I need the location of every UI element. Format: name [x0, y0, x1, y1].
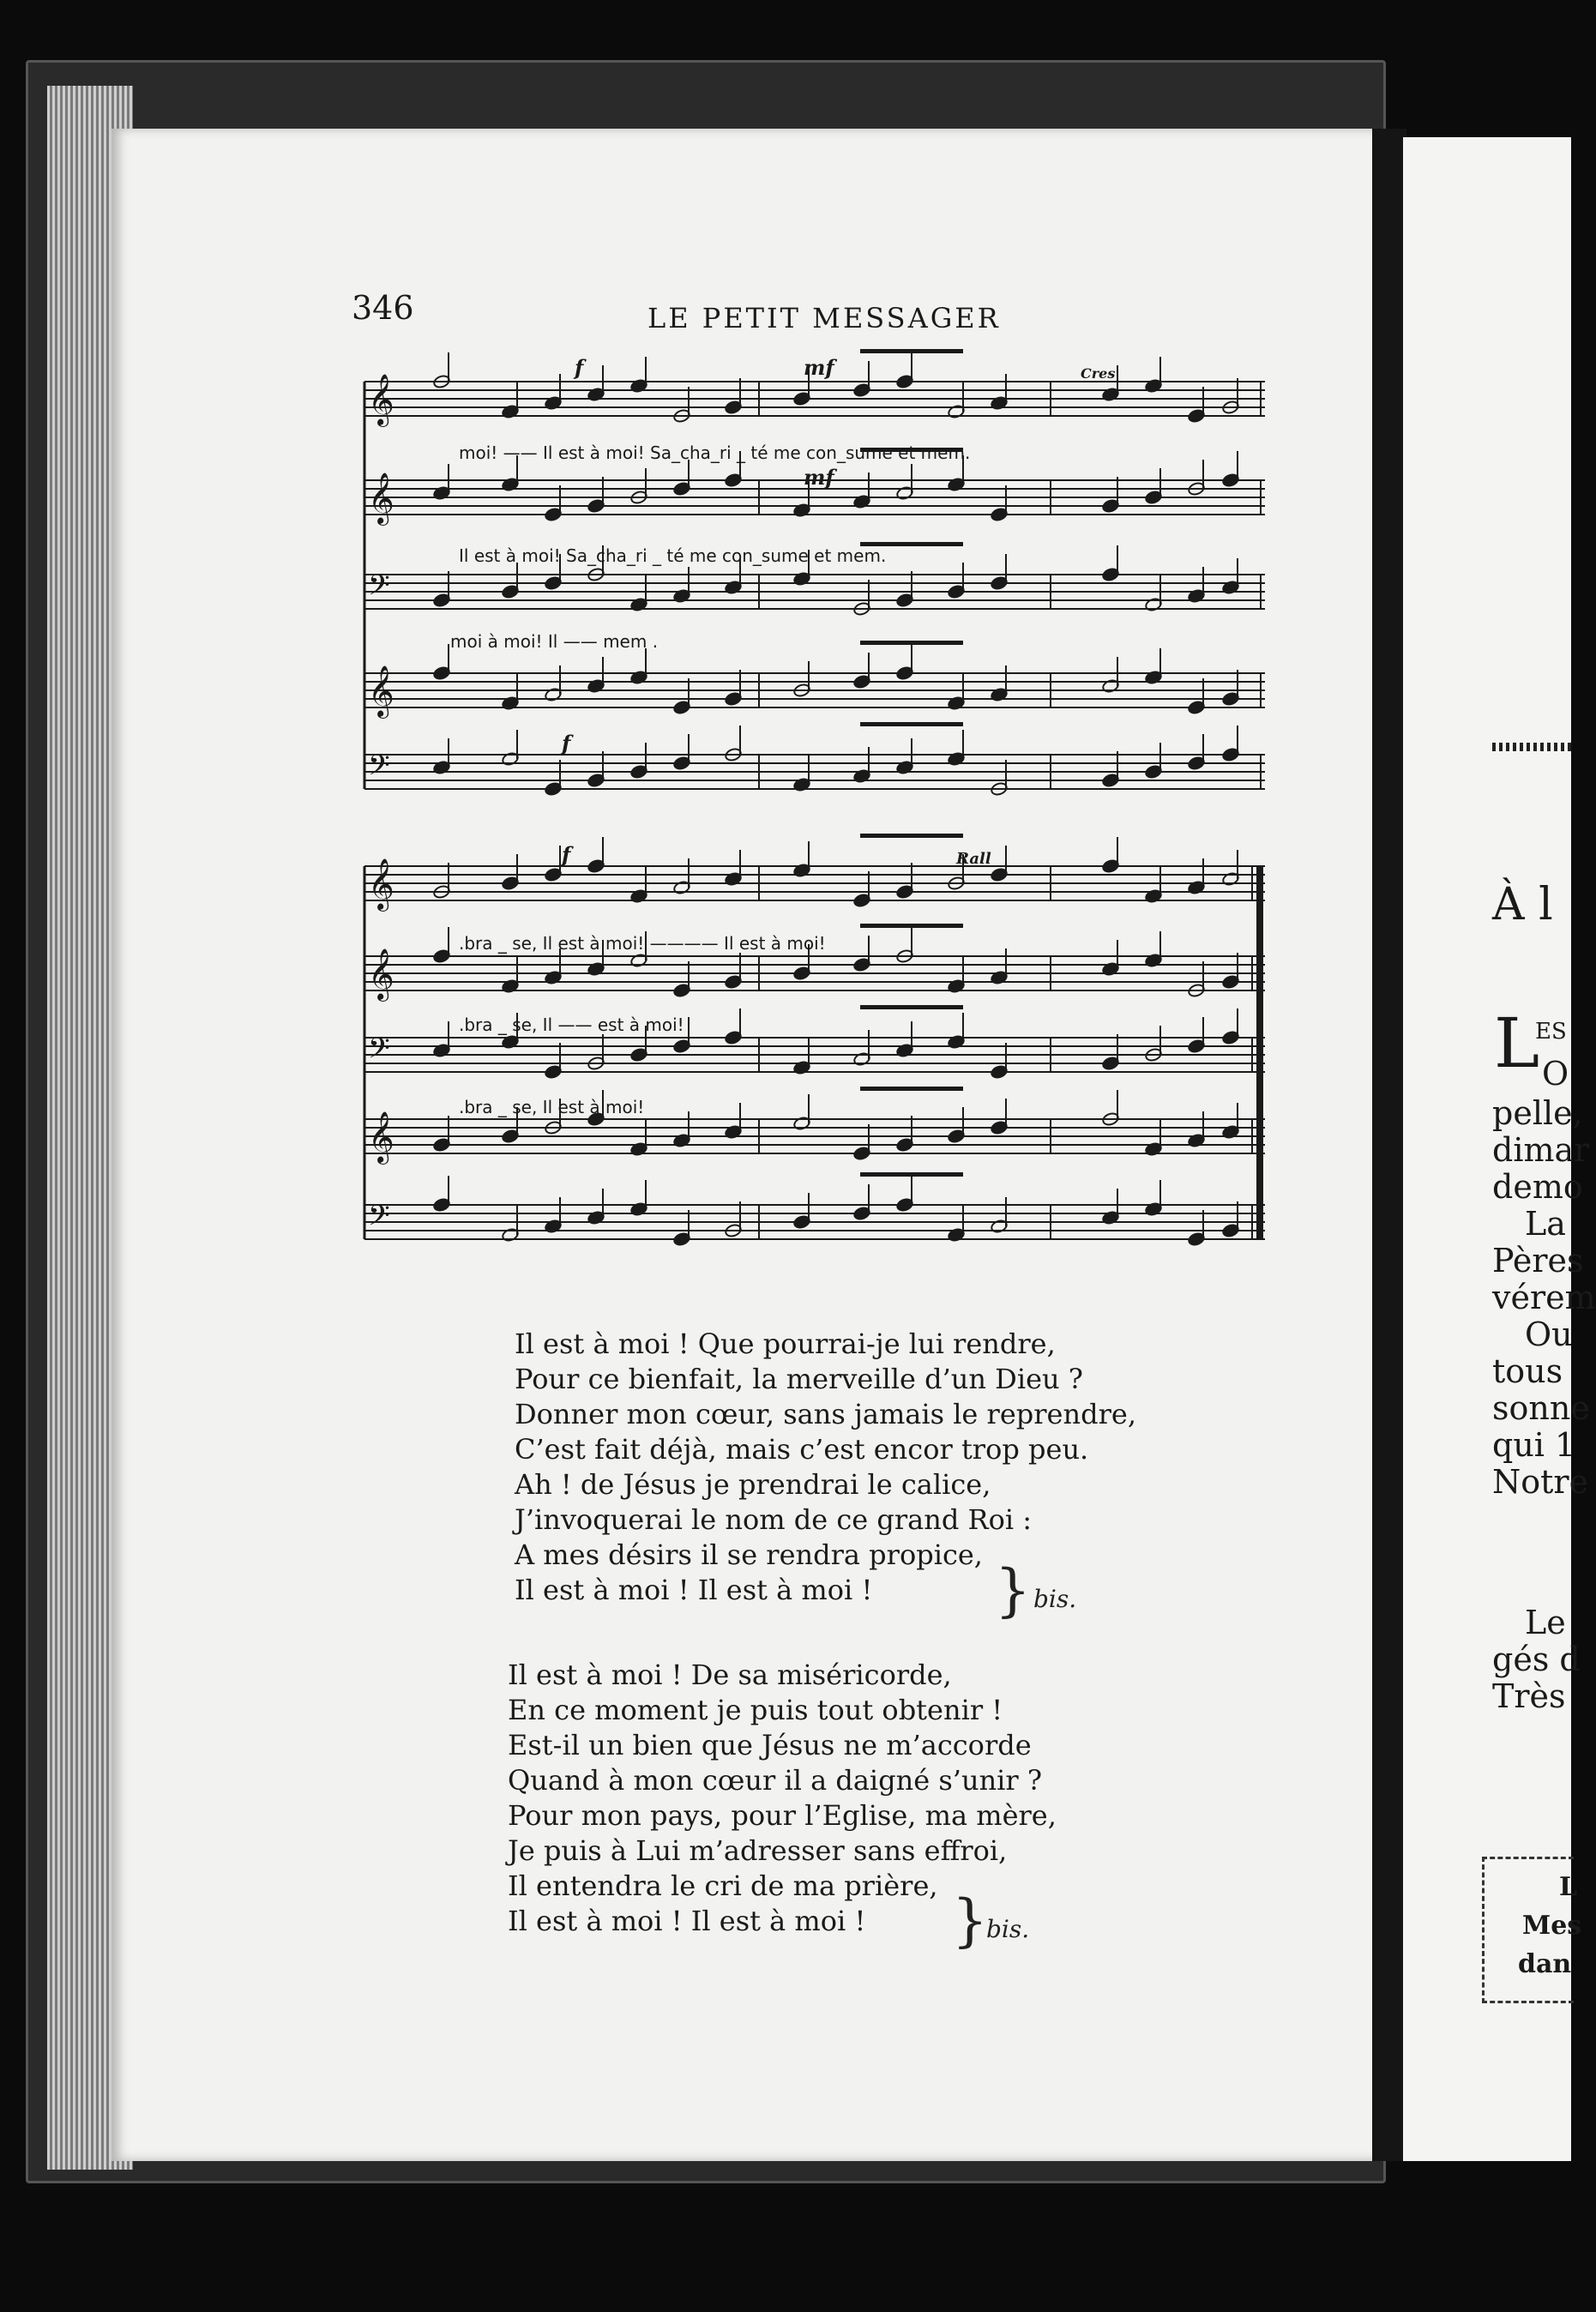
treble-clef-icon: 𝄞 — [368, 858, 394, 910]
right-line: Le — [1525, 1604, 1566, 1641]
bass-clef-icon: 𝄢 — [368, 750, 390, 789]
right-line: Pères — [1492, 1242, 1584, 1279]
score-svg — [356, 356, 1274, 1308]
bis-label: bis. — [986, 1915, 1030, 1943]
verse-line: J’invoquerai le nom de ce grand Roi : — [515, 1503, 1033, 1536]
running-head: LE PETIT MESSAGER — [647, 302, 1001, 334]
right-line: Ou — [1525, 1316, 1573, 1353]
note-beam — [860, 349, 963, 353]
right-line: qui 1 — [1492, 1426, 1576, 1464]
treble-clef-icon: 𝄞 — [368, 1111, 394, 1163]
music-score — [356, 356, 1274, 1308]
lyrics-s1-alto: Il est à moi! Sa_cha_ri _ té me con_sume et mem. — [459, 545, 887, 566]
book-gutter — [1372, 129, 1406, 2161]
box-line: Mes — [1522, 1911, 1582, 1941]
treble-clef-icon: 𝄞 — [368, 948, 394, 1000]
verse-line: Il est à moi ! Il est à moi ! — [515, 1574, 873, 1606]
refrain-bracket: } — [952, 1888, 988, 1954]
tempo-rall: Rall — [956, 850, 991, 868]
verse-line: En ce moment je puis tout obtenir ! — [508, 1694, 1003, 1726]
bass-clef-icon: 𝄢 — [368, 1200, 390, 1239]
right-line: Notre — [1492, 1463, 1589, 1501]
lyrics-s2-bass: .bra _ se, Il est à moi! — [459, 1097, 645, 1117]
lyrics-s1-soprano: moi! —— Il est à moi! Sa_cha_ri _ té me con_sume et mem. — [459, 443, 971, 463]
verse-line: C’est fait déjà, mais c’est encor trop peu. — [515, 1433, 1089, 1466]
verse-line: Il entendra le cri de ma prière, — [508, 1869, 938, 1902]
note-beam — [860, 924, 963, 928]
note-beam — [860, 1087, 963, 1091]
note-beam — [860, 1005, 963, 1009]
page-number: 346 — [352, 289, 414, 327]
note-beam — [860, 1172, 963, 1177]
dynamic-f: f — [575, 355, 584, 380]
dynamic-f-system2: f — [562, 842, 571, 867]
verse-line: Il est à moi ! Il est à moi ! — [508, 1905, 866, 1937]
drop-cap: L — [1494, 1003, 1540, 1083]
verse-line: Quand à mon cœur il a daigné s’unir ? — [508, 1764, 1043, 1797]
right-line: ES — [1535, 1019, 1567, 1045]
lyrics-s2-alto: .bra _ se, Il —— est à moi! — [459, 1015, 684, 1035]
right-line: Très — [1492, 1677, 1566, 1715]
note-beam — [860, 641, 963, 645]
lyrics-s1-bass: moi à moi! Il —— mem . — [450, 631, 659, 652]
note-beam — [860, 722, 963, 726]
right-line: pelle, — [1492, 1094, 1583, 1132]
treble-clef-icon: 𝄞 — [368, 473, 394, 524]
verse-line: Est-il un bien que Jésus ne m’accorde — [508, 1729, 1032, 1761]
treble-clef-icon: 𝄞 — [368, 665, 394, 717]
verse-line: Il est à moi ! Que pourrai-je lui rendre, — [515, 1328, 1056, 1360]
ornament-rule — [1492, 743, 1571, 751]
dynamic-cres: Cres — [1081, 365, 1116, 382]
bass-clef-icon: 𝄢 — [368, 569, 390, 609]
box-line: dan — [1518, 1949, 1572, 1979]
right-line: vérem — [1492, 1279, 1596, 1316]
refrain-bracket: } — [995, 1557, 1031, 1623]
right-line: demo — [1492, 1168, 1583, 1206]
verse-1 — [515, 1327, 1136, 1608]
verse-line: Pour mon pays, pour l’Eglise, ma mère, — [508, 1799, 1057, 1832]
right-line: tous — [1492, 1352, 1563, 1390]
verse-line: Pour ce bienfait, la merveille d’un Dieu ? — [515, 1363, 1083, 1395]
dynamic-mf: mf — [804, 355, 834, 380]
right-line: dimar — [1492, 1131, 1590, 1169]
bass-clef-icon: 𝄢 — [368, 1033, 390, 1072]
verse-line: Ah ! de Jésus je prendrai le calice, — [515, 1468, 991, 1501]
box-line: L — [1559, 1872, 1578, 1902]
lyrics-s2-soprano: .bra _ se, Il est à moi! ———— Il est à moi! — [459, 933, 826, 954]
right-line: gés d — [1492, 1641, 1581, 1678]
verse-line: A mes désirs il se rendra propice, — [515, 1538, 983, 1571]
final-barline — [1256, 866, 1263, 1239]
right-line: sonne — [1492, 1389, 1590, 1427]
dynamic-mf-alto: mf — [804, 465, 834, 490]
right-line: La — [1525, 1205, 1566, 1243]
verse-line: Je puis à Lui m’adresser sans effroi, — [508, 1834, 1008, 1867]
verse-line: Il est à moi ! De sa miséricorde, — [508, 1659, 952, 1691]
right-heading: À l — [1492, 879, 1553, 930]
treble-clef-icon: 𝄞 — [368, 374, 394, 425]
verse-line: Donner mon cœur, sans jamais le reprendre, — [515, 1398, 1136, 1430]
note-beam — [860, 834, 963, 838]
right-line: O — [1542, 1055, 1569, 1093]
bis-label: bis. — [1033, 1585, 1077, 1613]
dynamic-f-lower: f — [562, 731, 571, 756]
